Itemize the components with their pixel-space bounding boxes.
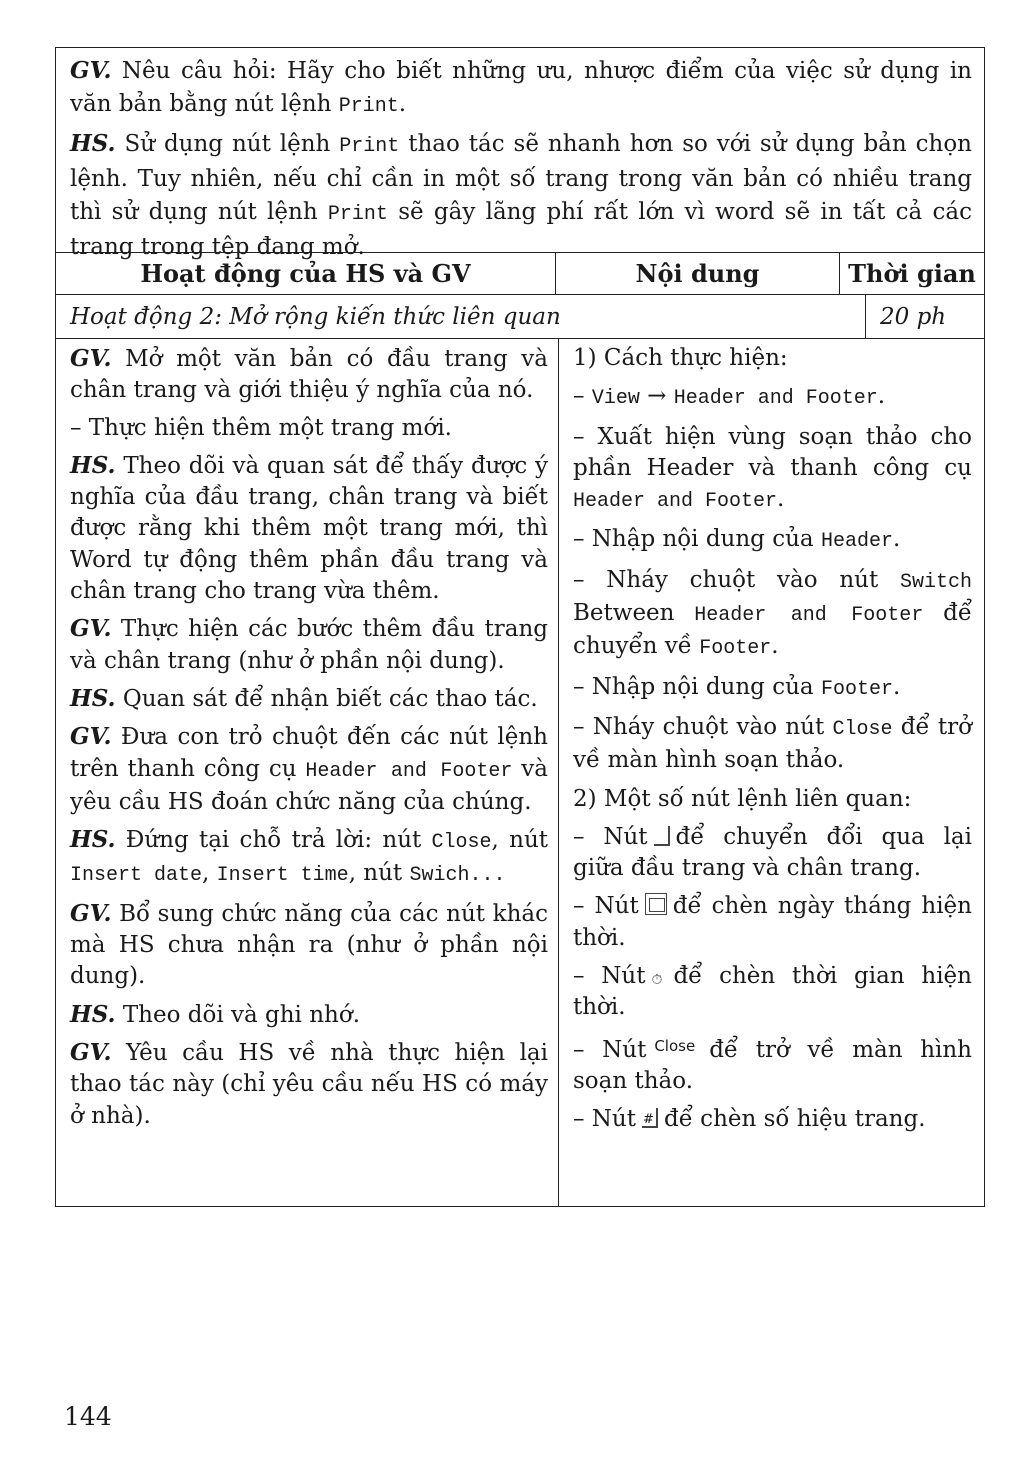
activities-column [56,339,559,1206]
left-item: HS. Theo dõi và quan sát để thấy được ý nghĩa của đầu trang, chân trang và biết được rằng khi thêm một trang mới, thì Word tự động thêm phần đầu trang và chân trang cho trang vừa thêm. [70,451,548,605]
left-item: HS. Đứng tại chỗ trả lời: nút Close, nút Insert date, Insert time, nút Swich... [70,826,548,888]
content-column [559,339,984,1206]
left-item: GV. Mở một văn bản có đầu trang và chân trang và giới thiệu ý nghĩa của nó. [70,345,548,404]
speaker-gv: GV. [70,57,112,84]
activity-body [55,339,985,1207]
header-time: Thời gian [848,259,976,288]
button-item: – Nút để chèn ngày tháng hiện thời. [573,893,972,951]
header-content: Nội dung [556,253,840,294]
step-item: – Nháy chuột vào nút Close để trở về màn hình soạn thảo. [573,713,972,774]
switch-header-footer-icon [654,826,670,846]
question-paragraph: GV. Nêu câu hỏi: Hãy cho biết những ưu, nhược điểm của việc sử dụng in văn bản bằng nút lệnh Print. [70,57,972,118]
left-item: GV. Bổ sung chức năng của các nút khác mà HS chưa nhận ra (như ở phần nội dung). [70,899,548,990]
insert-date-icon [645,893,667,915]
section-heading: 2) Một số nút lệnh liên quan: [573,785,912,812]
left-item: HS. Theo dõi và ghi nhớ. [70,1000,361,1028]
answer-paragraph: HS. Sử dụng nút lệnh Print thao tác sẽ nhanh hơn so với sử dụng bản chọn lệnh. Tuy nhiên, nếu chỉ cần in một số trang trong văn bản có nhiều trang thì sử dụng nút lệnh Print sẽ gây lãng phí rất lớn vì word sẽ in tất cả các trang trong tệp đang mở. [70,130,972,260]
left-item: – Thực hiện thêm một trang mới. [70,414,452,441]
activity-time: 20 ph [880,303,947,330]
intro-dialogue [55,47,985,260]
button-item: – Nút để chuyển đổi qua lại giữa đầu trang và chân trang. [573,823,972,882]
step-item: – Nhập nội dung của Header. [573,526,901,554]
step-item: – Xuất hiện vùng soạn thảo cho phần Header và thanh công cụ Header and Footer. [573,423,972,514]
header-activities: Hoạt động của HS và GV [56,253,556,294]
section-heading: 1) Cách thực hiện: [573,345,788,371]
left-item: GV. Yêu cầu HS về nhà thực hiện lại thao tác này (chỉ yêu cầu nếu HS có máy ở nhà). [70,1038,548,1129]
table-header [55,253,985,295]
activity-row [55,295,985,339]
button-item: – Nút⏱ để chèn thời gian hiện thời. [573,961,972,1024]
button-item: – Nút# để chèn số hiệu trang. [573,1104,972,1135]
left-item: GV. Thực hiện các bước thêm đầu trang và chân trang (như ở phần nội dung). [70,615,548,674]
lesson-table [55,47,985,1207]
left-item: HS. Quan sát để nhận biết các thao tác. [70,684,538,712]
step-item: – Nháy chuột vào nút Switch Between Header and Footer để chuyển về Footer. [573,566,973,661]
step-item: – View → Header and Footer. [573,383,886,411]
button-item: – Nút $^{Close}$ để trở về màn hình soạn thảo. [573,1036,972,1094]
activity-title: Hoạt động 2: Mở rộng kiến thức liên quan [56,295,866,338]
close-button-icon: Close [654,1036,696,1055]
page-number: 144 [64,1402,112,1431]
arrow-icon: → [639,383,674,410]
left-item: GV. Đưa con trỏ chuột đến các nút lệnh trên thanh công cụ Header and Footer và yêu cầu HS đoán chức năng của chúng. [70,723,548,815]
insert-page-number-icon [642,1108,658,1128]
insert-time-icon [651,969,667,985]
step-item: – Nhập nội dung của Footer. [573,673,901,701]
speaker-hs: HS. [70,130,116,157]
